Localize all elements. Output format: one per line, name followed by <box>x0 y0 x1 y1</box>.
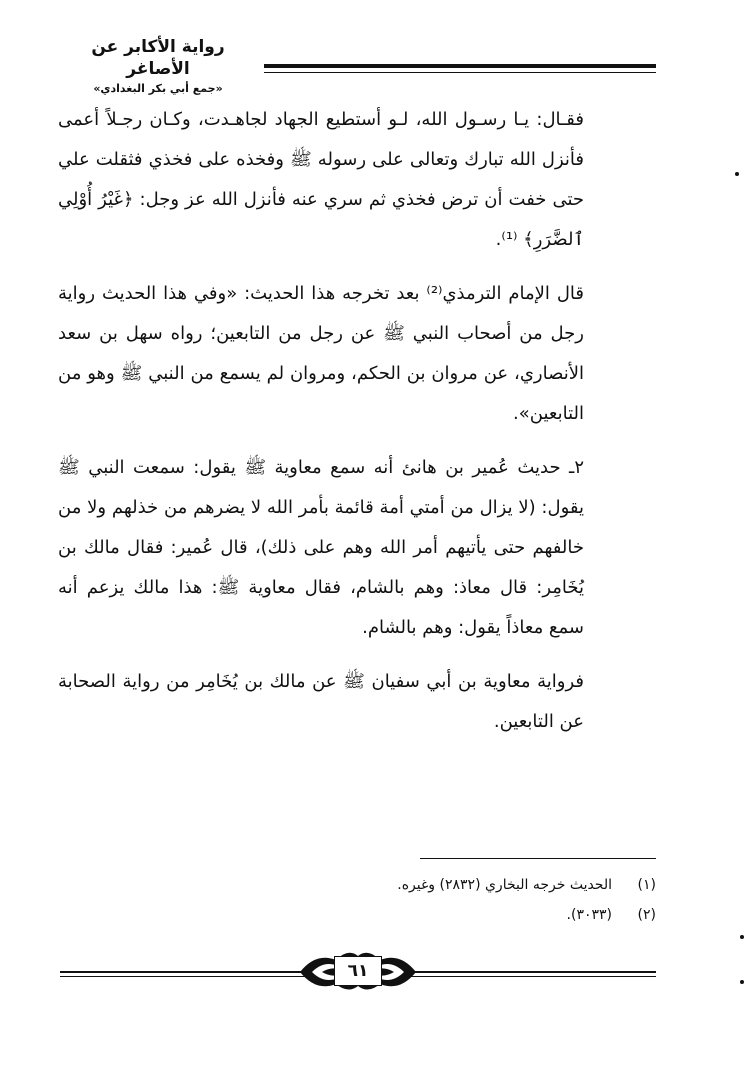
paragraph-3: ٢ـ حديث عُمير بن هانئ أنه سمع معاوية ﷺ يقول: سمعت النبي ﷺ يقول: (لا يزال من أمتي أمة قائمة بأمر الله لا يضرهم من خذلهم ولا من خالفهم حتى يأتيهم أمر الله وهم على ذلك)، قال عُمير: فقال مالك بن يُخَامِر: قال معاذ: وهم بالشام، فقال معاوية ﷺ: هذا مالك يزعم أنه سمع معاذاً يقول: وهم بالشام. <box>58 457 584 638</box>
scan-dot <box>735 172 739 176</box>
book-subtitle: «جمع أبي بكر البغدادي» <box>93 82 223 95</box>
footnote-text: الحديث خرجه البخاري (٢٨٣٢) وغيره. <box>397 877 612 893</box>
main-text <box>58 100 584 742</box>
paragraph-2: قال الإمام الترمذي⁽²⁾ بعد تخرجه هذا الحديث: «وفي هذا الحديث رواية رجل من أصحاب النبي ﷺ عن رجل من التابعين؛ رواه سهل بن سعد الأنصاري، عن مروان بن الحكم، ومروان لم يسمع من النبي ﷺ وهو من التابعين». <box>58 283 584 424</box>
paragraph-1: فقـال: يـا رسـول الله، لـو أستطيع الجهاد لجاهـدت، وكـان رجـلاً أعمى فأنزل الله تبارك وتعالى على رسوله ﷺ وفخذه على فخذي فثقلت علي حتى خفت أن ترض فخذي ثم سري عنه فأنزل الله عز وجل: ﴿غَيْرُ أُوْلِي ٱلضَّرَرِ﴾ ⁽¹⁾. <box>58 109 584 250</box>
page-number: ٦١ <box>334 956 382 986</box>
book-title: رواية الأكابر عن الأصاغر <box>91 37 225 79</box>
footnote-separator <box>420 858 656 859</box>
paragraph-4: فرواية معاوية بن أبي سفيان ﷺ عن مالك بن يُخَامِر من رواية الصحابة عن التابعين. <box>58 671 584 732</box>
page-footer <box>60 946 656 998</box>
footnote <box>200 900 656 930</box>
footnote-number: (٢) <box>637 907 656 923</box>
footnote <box>200 870 656 900</box>
footnote-number: (١) <box>637 877 656 893</box>
scan-dot <box>740 980 744 984</box>
footnotes <box>200 870 656 930</box>
header-titles <box>52 36 264 98</box>
running-header <box>52 36 656 96</box>
footnote-text: (٣٠٣٣). <box>566 907 612 923</box>
scan-dot <box>740 935 744 939</box>
